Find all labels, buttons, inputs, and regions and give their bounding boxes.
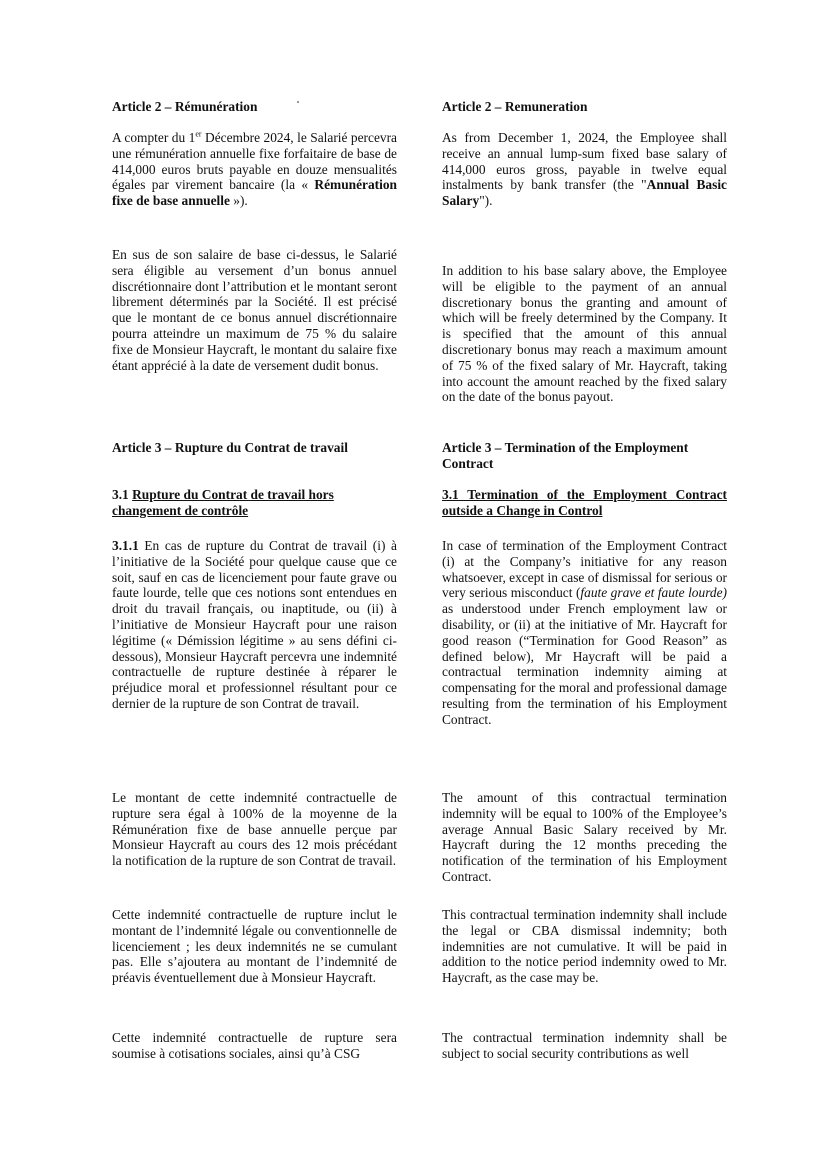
fr-article-2-paragraph-2: En sus de son salaire de base ci-dessus, le Salarié sera éligible au versement d’un bonus annuel discrétionnaire dont l’attribution et le montant seront librement déterminés par la Société. Il est précisé que le montant de ce bonus annuel discrétionnaire pourra atteindre un maximum de 75 % du salaire fixe de Monsieur Haycraft, le montant du salaire fixe étant apprécié à la date de versement dudit bonus. <box>112 247 397 373</box>
en-s311-text-1: In case of termination of the Employment Contract (i) at the Company’s initiative for any reason whatsoever, except in case of dismissal for serious or very serious misconduct ( <box>442 538 727 601</box>
en-a2p1-text-2: "). <box>479 193 493 209</box>
fr-social-paragraph: Cette indemnité contractuelle de rupture sera soumise à cotisations sociales, ainsi qu’à CSG <box>112 1030 397 1061</box>
en-includes-paragraph: This contractual termination indemnity shall include the legal or CBA dismissal indemnity; both indemnities are not cumulative. It will be paid in addition to the notice period indemnity owed to Mr. Haycraft, as the case may be. <box>442 907 727 986</box>
fr-a2p1-text-2: Décembre 2024, le Salarié percevra une rémunération annuelle fixe forfaitaire de base de 414,000 euros bruts payable en douze mensualités égales par virement bancaire (la « <box>112 130 397 193</box>
en-article-3-title: Article 3 – Termination of the Employment Contract <box>442 440 689 471</box>
fr-section-3-1-number: 3.1 <box>112 487 133 502</box>
en-s311-text-2: as understood under French employment law or disability, or (ii) at the initiative of Mr. Haycraft for good reason (“Termination for Good Reason” as defined below), Mr Haycraft will be paid a contractual termination indemnity aiming at compensating for the moral and professional damage resulting from the termination of his Employment Contract. <box>442 601 727 727</box>
fr-article-3-title: Article 3 – Rupture du Contrat de travail <box>112 440 348 455</box>
en-amount-paragraph: The amount of this contractual termination indemnity will be equal to 100% of the Employee’s average Annual Basic Salary received by Mr. Haycraft during the 12 months preceding the notification of the termination of his Employment Contract. <box>442 790 727 884</box>
en-article-2-paragraph-1 <box>442 130 727 209</box>
fr-article-2-title: Article 2 – Rémunération <box>112 99 258 114</box>
fr-a2p1-text-3: »). <box>229 193 248 209</box>
fr-section-3-1-1-paragraph <box>112 538 397 712</box>
fr-section-3-1-heading: Rupture du Contrat de travail hors changement de contrôle <box>112 487 334 518</box>
en-section-3-1-title: 3.1 Termination of the Employment Contract outside a Change in Control <box>442 487 727 518</box>
en-article-2-title: Article 2 – Remuneration <box>442 99 588 114</box>
en-a2p1-bold-term: Annual Basic Salary <box>442 177 727 209</box>
fr-amount-paragraph: Le montant de cette indemnité contractuelle de rupture sera égal à 100% de la moyenne de la Rémunération fixe de base annuelle perçue par Monsieur Haycraft au cours des 12 mois précédant la notification de la rupture de son Contrat de travail. <box>112 790 397 869</box>
fr-a2p1-superscript: er <box>195 129 202 139</box>
en-s311-italic-term: faute grave et faute lourde) <box>580 585 728 601</box>
en-article-2-paragraph-2: In addition to his base salary above, the Employee will be eligible to the payment of an annual discretionary bonus the granting and amount of which will be freely determined by the Company. It is specified that the amount of this annual discretionary bonus may reach a maximum amount of 75 % of the fixed salary of Mr. Haycraft, taking into account the amount reached by the fixed salary on the date of the bonus payout. <box>442 263 727 405</box>
fr-a2p1-text-1: A compter du 1 <box>112 130 196 145</box>
fr-section-3-1-1-text: En cas de rupture du Contrat de travail (i) à l’initiative de la Société pour quelque cause que ce soit, sauf en cas de licenciement pour faute grave ou faute lourde, telle que ces notions sont entendues en droit du travail français, ou inaptitude, ou (ii) à l’initiative de Monsieur Haycraft pour une raison légitime (« Démission légitime » au sens défini ci-dessous), Monsieur Haycraft percevra une indemnité contractuelle de rupture destinée à réparer le préjudice moral et professionnel résultant pour ce dernier de la rupture de son Contrat de travail. <box>112 538 397 711</box>
en-section-3-1-1-paragraph <box>442 538 727 728</box>
fr-includes-paragraph: Cette indemnité contractuelle de rupture inclut le montant de l’indemnité légale ou conventionnelle de licenciement ; les deux indemnités ne se cumulant pas. Elle s’ajoutera au montant de l’indemnité de préavis éventuellement due à Monsieur Haycraft. <box>112 907 397 986</box>
fr-section-3-1-1-number: 3.1.1 <box>112 538 139 553</box>
fr-article-2-paragraph-1 <box>112 130 397 209</box>
fr-a2p1-bold-term: Rémunération fixe de base annuelle <box>112 177 397 209</box>
en-social-paragraph: The contractual termination indemnity shall be subject to social security contributions as well <box>442 1030 727 1061</box>
fr-section-3-1-title <box>112 487 397 519</box>
en-a2p1-text-1: As from December 1, 2024, the Employee shall receive an annual lump-sum fixed base salary of 414,000 euros gross, payable in twelve equal instalments by bank transfer (the " <box>442 130 727 193</box>
